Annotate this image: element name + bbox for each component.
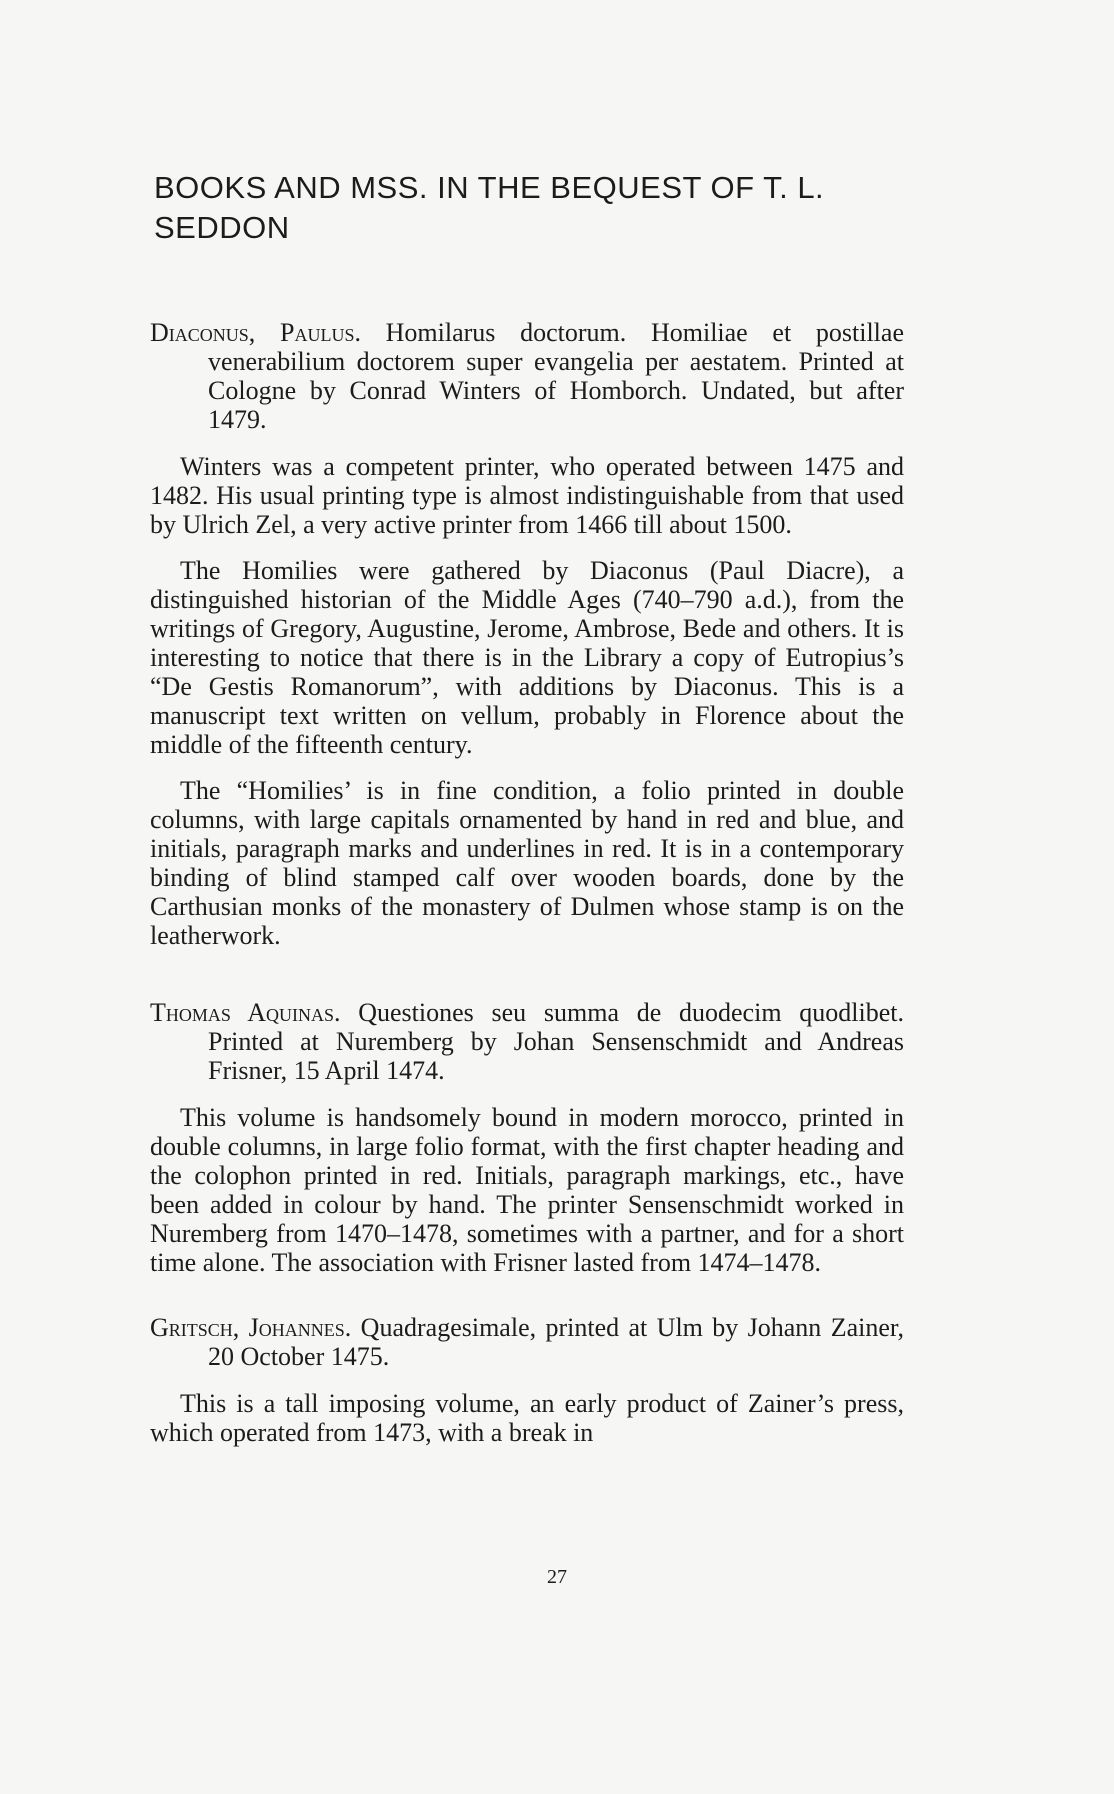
entry-paragraph: This is a tall imposing volume, an early product of Zainer’s press, which operated from 1473, with a break in (150, 1389, 904, 1447)
entry-title: Homilarus doctorum. Homiliae et postillae venerabilium doctorem super evangelia per aestatem. Printed at Cologne by Conrad Winters of Homborch. Undated, but after 1479. (208, 318, 904, 434)
entry-paragraph: Winters was a competent printer, who operated between 1475 and 1482. His usual printing type is almost indistinguishable from that used by Ulrich Zel, a very active printer from 1466 till about 1500. (150, 452, 904, 539)
entry-heading (150, 1313, 904, 1371)
entry-diaconus (150, 318, 904, 950)
entry-heading (150, 318, 904, 434)
entry-gritsch (150, 1313, 904, 1447)
entry-title: Questiones seu summa de duodecim quodlibet. Printed at Nuremberg by Johan Sensenschmidt and Andreas Frisner, 15 April 1474. (208, 998, 904, 1085)
entry-author: Gritsch, Johannes. (150, 1313, 352, 1342)
entry-paragraph: The “Homilies’ is in fine condition, a folio printed in double columns, with large capitals ornamented by hand in red and blue, and initials, paragraph marks and underlines in red. It is in a contemporary binding of blind stamped calf over wooden boards, done by the Carthusian monks of the monastery of Dulmen whose stamp is on the leatherwork. (150, 776, 904, 950)
entry-title: Quadragesimale, printed at Ulm by Johann Zainer, 20 October 1475. (208, 1313, 904, 1371)
entry-aquinas (150, 998, 904, 1277)
entry-paragraph: The Homilies were gathered by Diaconus (Paul Diacre), a distinguished historian of the Middle Ages (740–790 a.d.), from the writings of Gregory, Augustine, Jerome, Ambrose, Bede and others. It is interesting to notice that there is in the Library a copy of Eutropius’s “De Gestis Romanorum”, with additions by Diaconus. This is a manuscript text written on vellum, probably in Florence about the middle of the fifteenth century. (150, 556, 904, 759)
entry-author: Diaconus, Paulus. (150, 318, 361, 347)
page-title: BOOKS AND MSS. IN THE BEQUEST OF T. L. SEDDON (154, 170, 825, 245)
entry-heading (150, 998, 904, 1085)
entry-paragraph: This volume is handsomely bound in modern morocco, printed in double columns, in large folio format, with the first chapter heading and the colophon printed in red. Initials, paragraph markings, etc., have been added in colour by hand. The printer Sensenschmidt worked in Nuremberg from 1470–1478, sometimes with a partner, and for a short time alone. The association with Frisner lasted from 1474–1478. (150, 1103, 904, 1277)
entry-author: Thomas Aquinas. (150, 998, 341, 1027)
page-number: 27 (547, 1566, 567, 1588)
page-content (150, 168, 904, 1464)
